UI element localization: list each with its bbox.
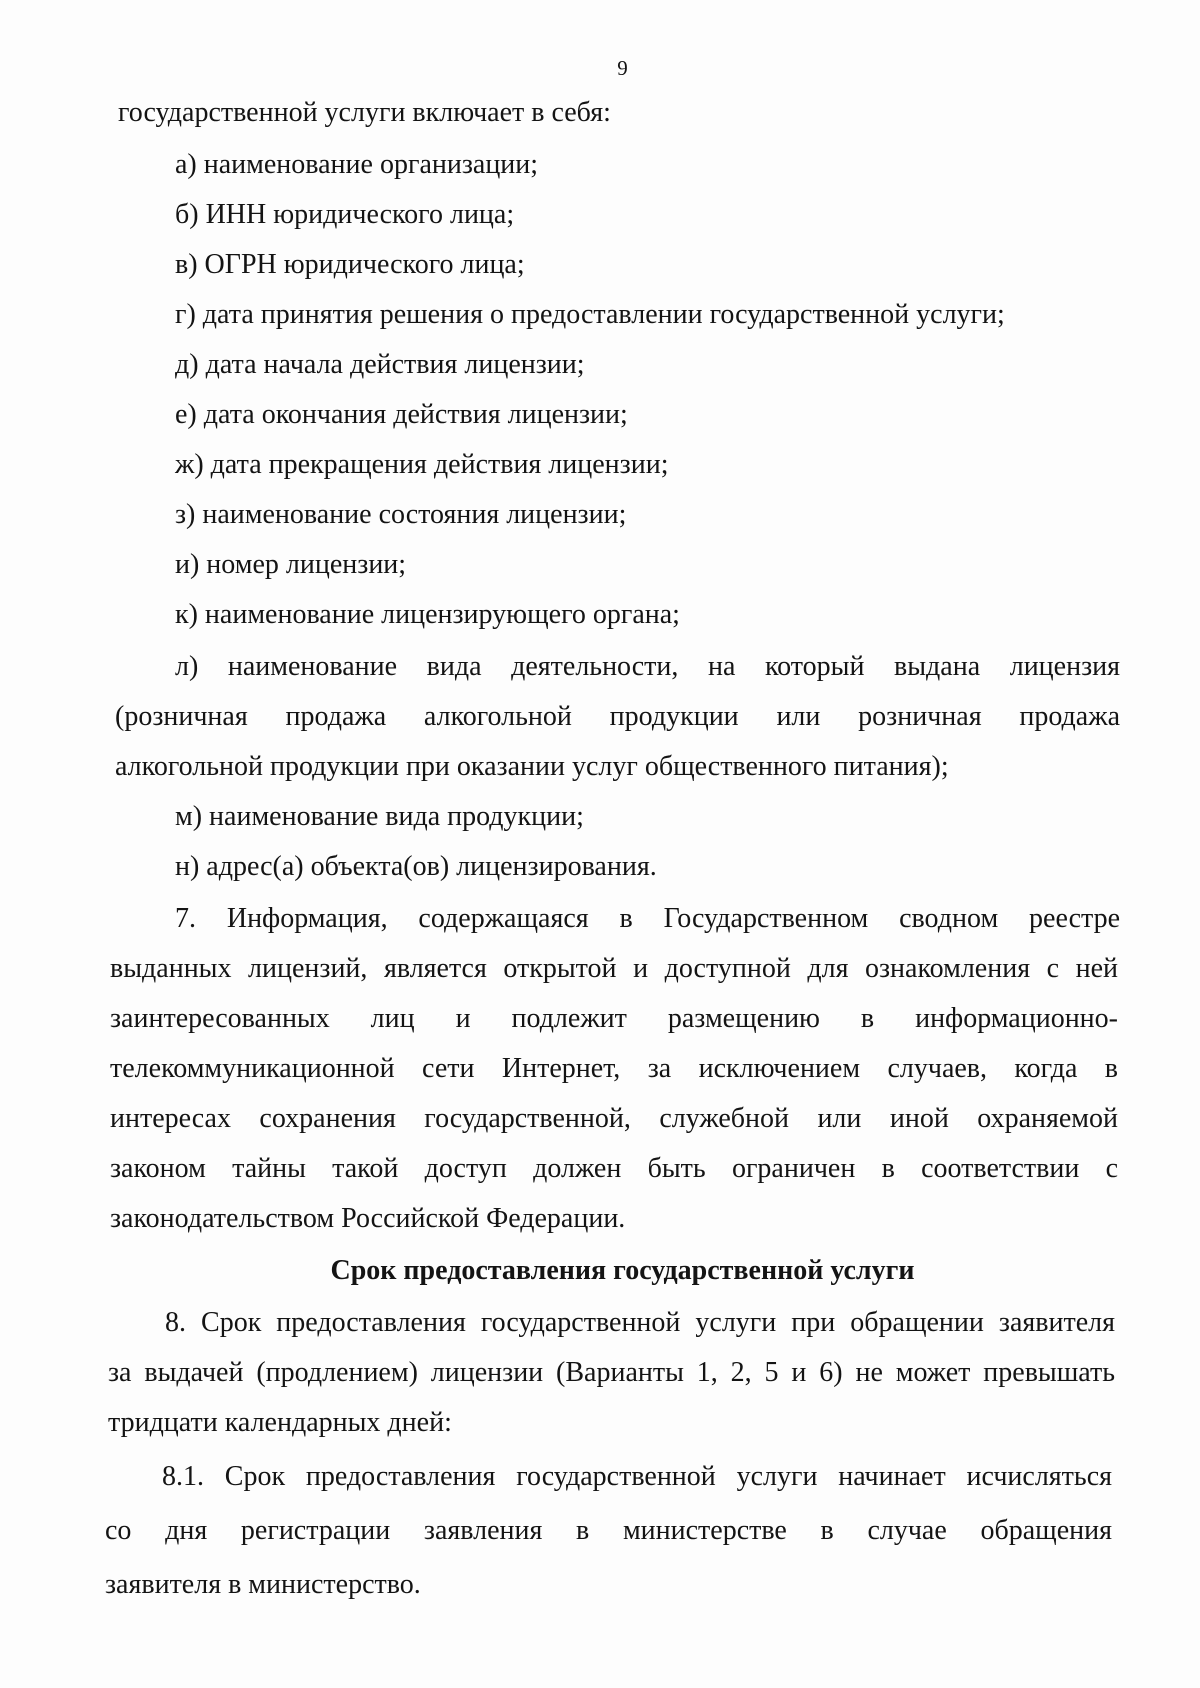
list-item: в) ОГРН юридического лица;: [175, 249, 525, 280]
list-item: б) ИНН юридического лица;: [175, 199, 515, 230]
list-item: л) наименование вида деятельности, на который выдана лицензия: [175, 651, 1120, 682]
text-line: государственной услуги включает в себя:: [118, 97, 611, 128]
list-item: д) дата начала действия лицензии;: [175, 349, 585, 380]
list-item: н) адрес(а) объекта(ов) лицензирования.: [175, 851, 657, 882]
page-number: 9: [617, 56, 628, 80]
text-line: 8. Срок предоставления государственной услуги при обращении заявителя: [165, 1307, 1115, 1338]
list-item: и) номер лицензии;: [175, 549, 407, 580]
list-item: з) наименование состояния лицензии;: [175, 499, 627, 530]
list-item: е) дата окончания действия лицензии;: [175, 399, 628, 430]
list-item: к) наименование лицензирующего органа;: [175, 599, 680, 630]
text-line: 8.1. Срок предоставления государственной услуги начинает исчисляться: [162, 1461, 1112, 1492]
text-line: законом тайны такой доступ должен быть ограничен в соответствии с: [110, 1153, 1118, 1184]
text-line: заявителя в министерство.: [105, 1569, 421, 1600]
text-line: тридцати календарных дней:: [108, 1407, 452, 1438]
text-line: 7. Информация, содержащаяся в Государственном сводном реестре: [175, 903, 1120, 934]
text-line: телекоммуникационной сети Интернет, за исключением случаев, когда в: [110, 1053, 1118, 1084]
list-item: м) наименование вида продукции;: [175, 801, 584, 832]
list-item: а) наименование организации;: [175, 149, 539, 180]
text-line: законодательством Российской Федерации.: [110, 1203, 626, 1234]
list-item: г) дата принятия решения о предоставлении государственной услуги;: [175, 299, 1005, 330]
section-heading: Срок предоставления государственной услуги: [330, 1255, 915, 1286]
text-line: заинтересованных лиц и подлежит размещению в информационно-: [110, 1003, 1118, 1034]
text-line: со дня регистрации заявления в министерстве в случае обращения: [105, 1515, 1112, 1546]
text-line: за выдачей (продлением) лицензии (Варианты 1, 2, 5 и 6) не может превышать: [108, 1357, 1115, 1388]
text-line: интересах сохранения государственной, служебной или иной охраняемой: [110, 1103, 1118, 1134]
text-line: алкогольной продукции при оказании услуг общественного питания);: [115, 751, 949, 782]
list-item: ж) дата прекращения действия лицензии;: [175, 449, 669, 480]
text-line: (розничная продажа алкогольной продукции или розничная продажа: [115, 701, 1120, 732]
text-line: выданных лицензий, является открытой и доступной для ознакомления с ней: [110, 953, 1118, 984]
